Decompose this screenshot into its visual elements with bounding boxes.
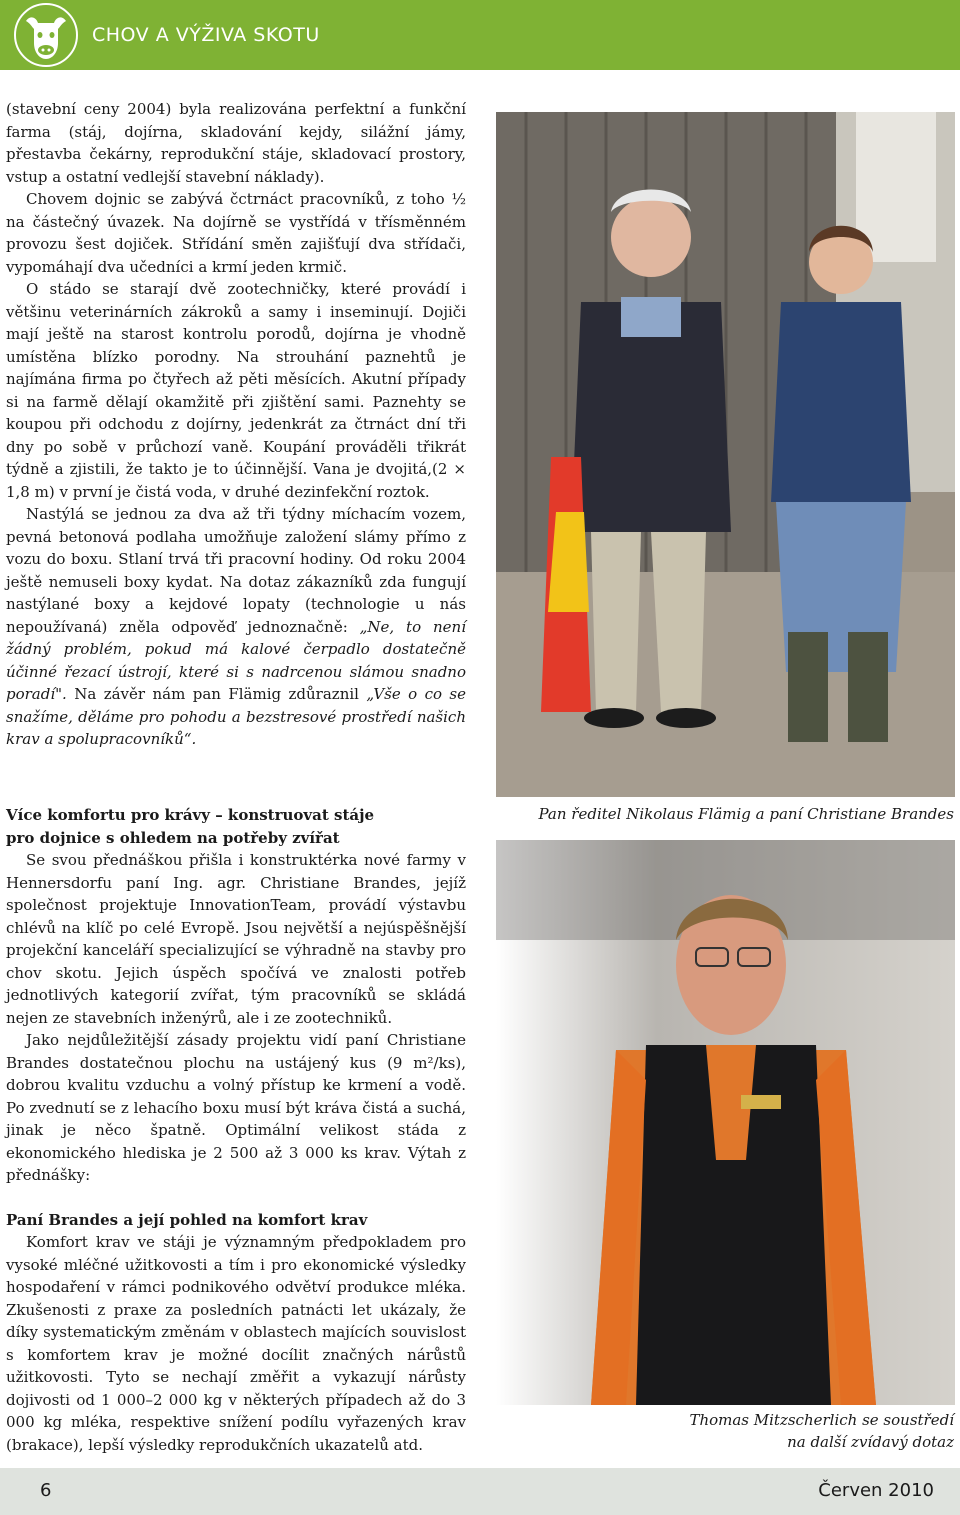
article-column-lower bbox=[6, 804, 466, 1456]
photo-two-people bbox=[496, 112, 955, 797]
section-title: CHOV A VÝŽIVA SKOTU bbox=[92, 24, 320, 46]
paragraph: O stádo se starají dvě zootechničky, které provádí i většinu veterinárních zákroků a samy i inseminují. Dojiči mají ještě na starost kontrolu porodů, dojírna je vhodně umístěna blízko porodny. Na strouhání paznehtů je najímána firma po čtyřech až pěti měsících. Akutní případy si na farmě dělají okamžitě při zjištění sami. Paznehty se koupou při odchodu z dojírny, jedenkrát za čtrnáct dní tři dny po sobě v průchozí vaně. Koupání prováděli třikrát týdně a zjistili, že takto je to účinnější. Vana je dvojitá,(2 × 1,8 m) v první je čistá voda, v druhé dezinfekční roztok. bbox=[6, 280, 466, 501]
paragraph-text: Na závěr nám pan Flämig zdůraznil bbox=[66, 685, 367, 703]
paragraph bbox=[6, 503, 466, 751]
quote: „Ne, to není žádný problém, pokud má kalové čerpadlo dostatečně účinné řezací ústrojí, které si s nadrcenou slámou snadno poradí". bbox=[6, 617, 466, 703]
article-column-upper bbox=[6, 98, 466, 751]
paragraph: Jako nejdůležitější zásady projektu vidí paní Christiane Brandes dostatečnou plochu na ustájený kus (9 m²/ks), dobrou kvalitu vzduchu a volný přístup ke krmení a vodě. Po zvednutí se z lehacího boxu musí být kráva čistá a suchá, jinak je něco špatně. Optimální velikost stáda z ekonomického hlediska je 2 500 až 3 000 ks krav. Výtah z přednášky: bbox=[6, 1031, 466, 1184]
paragraph: Se svou přednáškou přišla i konstruktérka nové farmy v Hennersdorfu paní Ing. agr. Christiane Brandes, jejíž společnost projektuje InnovationTeam, provádí výstavbu chlévů na klíč po celé Evropě. Jsou největší a nejúspěšnější projekční kanceláří specializující se výhradně na stavby pro chov skotu. Jejich úspěch spočívá ve znalosti potřeb jednotlivých kategorií zvířat, tým pracovníků se skládá nejen ze stavebních inženýrů, ale i ze zootechniků. bbox=[6, 851, 466, 1027]
paragraph-text: Nastýlá se jednou za dva až tři týdny míchacím vozem, pevná betonová podlaha umožňuje založení slámy přímo z vozu do boxu. Stlaní trvá tři pracovní hodiny. Od roku 2004 ještě nemuseli boxy kydat. Na dotaz zákazníků zda fungují nastýlané boxy a kejdové lopaty (technologie u nás nepoužívaná) zněla odpověď jednoznačně: bbox=[6, 505, 466, 636]
subheading-line: Více komfortu pro krávy – konstruovat stáje bbox=[6, 806, 375, 824]
issue-date: Červen 2010 bbox=[818, 1480, 934, 1501]
photo-two-people-image bbox=[496, 112, 955, 797]
photo-caption: Pan ředitel Nikolaus Flämig a paní Christiane Brandes bbox=[538, 805, 954, 823]
caption-line: Thomas Mitzscherlich se soustředí bbox=[689, 1411, 954, 1429]
subheading: Paní Brandes a její pohled na komfort krav bbox=[6, 1210, 368, 1229]
photo-caption bbox=[689, 1409, 954, 1453]
subheading-line: pro dojnice s ohledem na potřeby zvířat bbox=[6, 828, 340, 847]
page-footer bbox=[0, 1468, 960, 1515]
paragraph: Chovem dojnic se zabývá čctrnáct pracovníků, z toho ½ na částečný úvazek. Na dojírně se vystřídá v třísměnném provozu šest dojiček. Střídání směn zajišťují dva střídači, vypomáhají dva učedníci a krmí jeden krmič. bbox=[6, 190, 466, 276]
section-header bbox=[0, 0, 960, 70]
subheading bbox=[6, 804, 466, 849]
cow-head-logo bbox=[14, 3, 78, 67]
caption-line: na další zvídavý dotaz bbox=[787, 1433, 954, 1451]
quote: „Vše o co se snažíme, děláme pro pohodu a bezstresové prostředí našich krav a spolupracovníků“. bbox=[6, 685, 466, 748]
photo-speaker bbox=[496, 840, 955, 1405]
page-number: 6 bbox=[40, 1480, 52, 1501]
photo-speaker-image bbox=[496, 840, 955, 1405]
paragraph: (stavební ceny 2004) byla realizována perfektní a funkční farma (stáj, dojírna, skladování kejdy, silážní jámy, přestavba čekárny, reprodukční stáje, skladovací prostory, vstup a ostatní vedlejší stavební náklady). bbox=[6, 100, 466, 186]
paragraph: Komfort krav ve stáji je významným předpokladem pro vysoké mléčné užitkovosti a tím i pro ekonomické výsledky hospodaření v rámci podnikového odvětví produkce mléka. Zkušenosti z praxe za posledních patnácti let ukázaly, že díky systematickým změnám v oblastech majících souvislost s komfortem krav je možné docílit značných nárůstů užitkovosti. Tyto se nechají změřit a vykazují nárůsty dojivosti od 1 000–2 000 kg v některých případech až do 3 000 kg mléka, respektive snížení podílu vyřazených krav (brakace), lepší výsledky reprodukčních ukazatelů atd. bbox=[6, 1233, 466, 1454]
